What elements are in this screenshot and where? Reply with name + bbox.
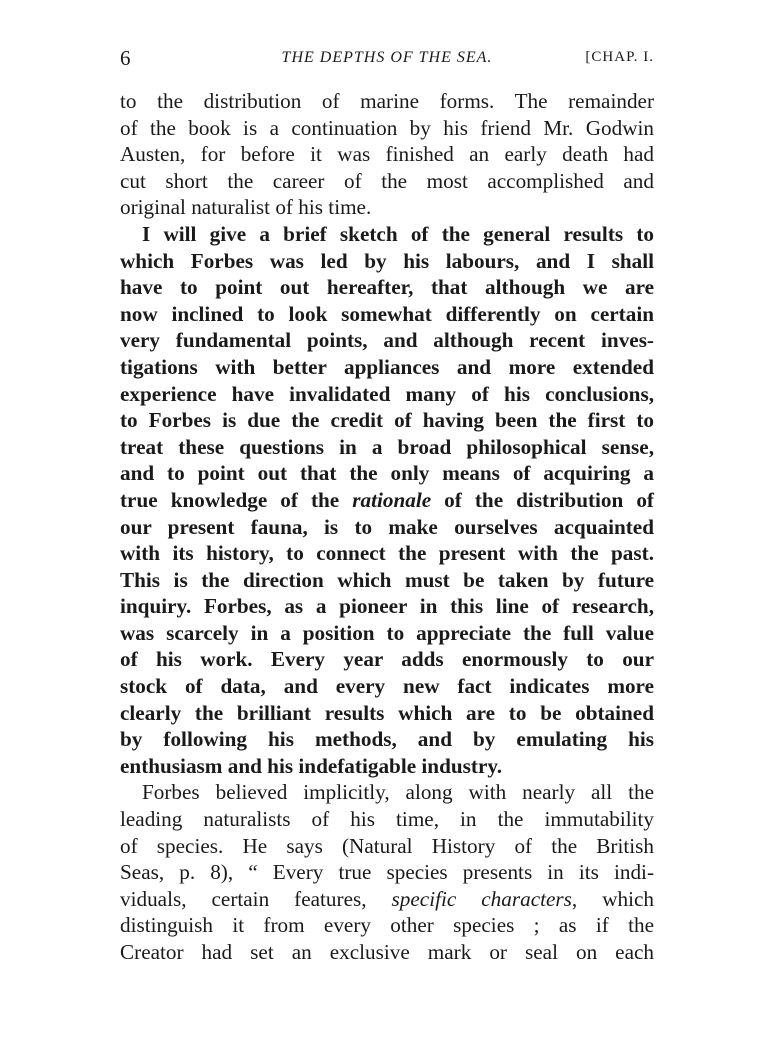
text-line: treat these questions in a broad philosophical sense, bbox=[120, 434, 654, 459]
text-line: have to point out hereafter, that although we are bbox=[120, 275, 654, 300]
text-line: leading naturalists of his time, in the immutability bbox=[120, 807, 654, 832]
text-line: which Forbes was led by his labours, and I shall bbox=[120, 248, 654, 273]
text-segment: of the distribution of bbox=[431, 487, 654, 512]
text-line: and to point out that the only means of acquiring a bbox=[120, 461, 654, 486]
text-line: our present fauna, is to make ourselves acquainted bbox=[120, 514, 654, 539]
text-line: very fundamental points, and although recent inves- bbox=[120, 328, 654, 353]
text-line: I will give a brief sketch of the general results to bbox=[142, 221, 654, 246]
text-line: to Forbes is due the credit of having been the first to bbox=[120, 408, 654, 433]
text-line: Seas, p. 8), “ Every true species presents in its indi- bbox=[120, 860, 654, 885]
text-line: cut short the career of the most accomplished and bbox=[120, 168, 654, 193]
text-line-with-italic bbox=[120, 886, 654, 913]
text-line: inquiry. Forbes, as a pioneer in this line of research, bbox=[120, 594, 654, 619]
text-line: with its history, to connect the present with the past. bbox=[120, 541, 654, 566]
italic-term: specific characters bbox=[391, 886, 572, 911]
text-line: enthusiasm and his indefatigable industry. bbox=[120, 753, 503, 778]
text-line: clearly the brilliant results which are to be obtained bbox=[120, 700, 654, 725]
text-line: experience have invalidated many of his conclusions, bbox=[120, 381, 654, 406]
running-title: THE DEPTHS OF THE SEA. bbox=[281, 49, 493, 66]
text-segment: true knowledge of the bbox=[120, 487, 353, 512]
text-line: Creator had set an exclusive mark or seal on each bbox=[120, 940, 654, 964]
text-line: distinguish it from every other species ; as if the bbox=[120, 913, 654, 938]
text-segment: viduals, certain features, bbox=[120, 886, 392, 911]
text-line: of the book is a continuation by his friend Mr. Godwin bbox=[120, 115, 654, 140]
text-line: Austen, for before it was finished an early death had bbox=[120, 142, 654, 167]
text-line: Forbes believed implicitly, along with nearly all the bbox=[142, 780, 654, 805]
running-head bbox=[120, 46, 654, 74]
text-line: stock of data, and every new fact indicates more bbox=[120, 674, 654, 699]
text-line: original naturalist of his time. bbox=[120, 195, 372, 220]
text-line: of species. He says (Natural History of the British bbox=[120, 833, 654, 858]
italic-term: rationale bbox=[352, 487, 432, 512]
text-line: by following his methods, and by emulating his bbox=[120, 727, 654, 752]
text-line: This is the direction which must be taken by future bbox=[120, 567, 654, 592]
text-line: to the distribution of marine forms. The remainder bbox=[120, 89, 654, 113]
body-text bbox=[120, 88, 654, 966]
text-line: was scarcely in a position to appreciate the full value bbox=[120, 620, 654, 645]
chapter-marker: [CHAP. I. bbox=[585, 49, 654, 65]
text-line-with-italic bbox=[120, 487, 654, 514]
text-line: of his work. Every year adds enormously to our bbox=[120, 647, 654, 672]
text-segment: , which bbox=[571, 886, 655, 911]
text-line: now inclined to look somewhat differently on certain bbox=[120, 301, 654, 326]
page-number: 6 bbox=[120, 46, 131, 70]
text-line: tigations with better appliances and more extended bbox=[120, 354, 654, 379]
